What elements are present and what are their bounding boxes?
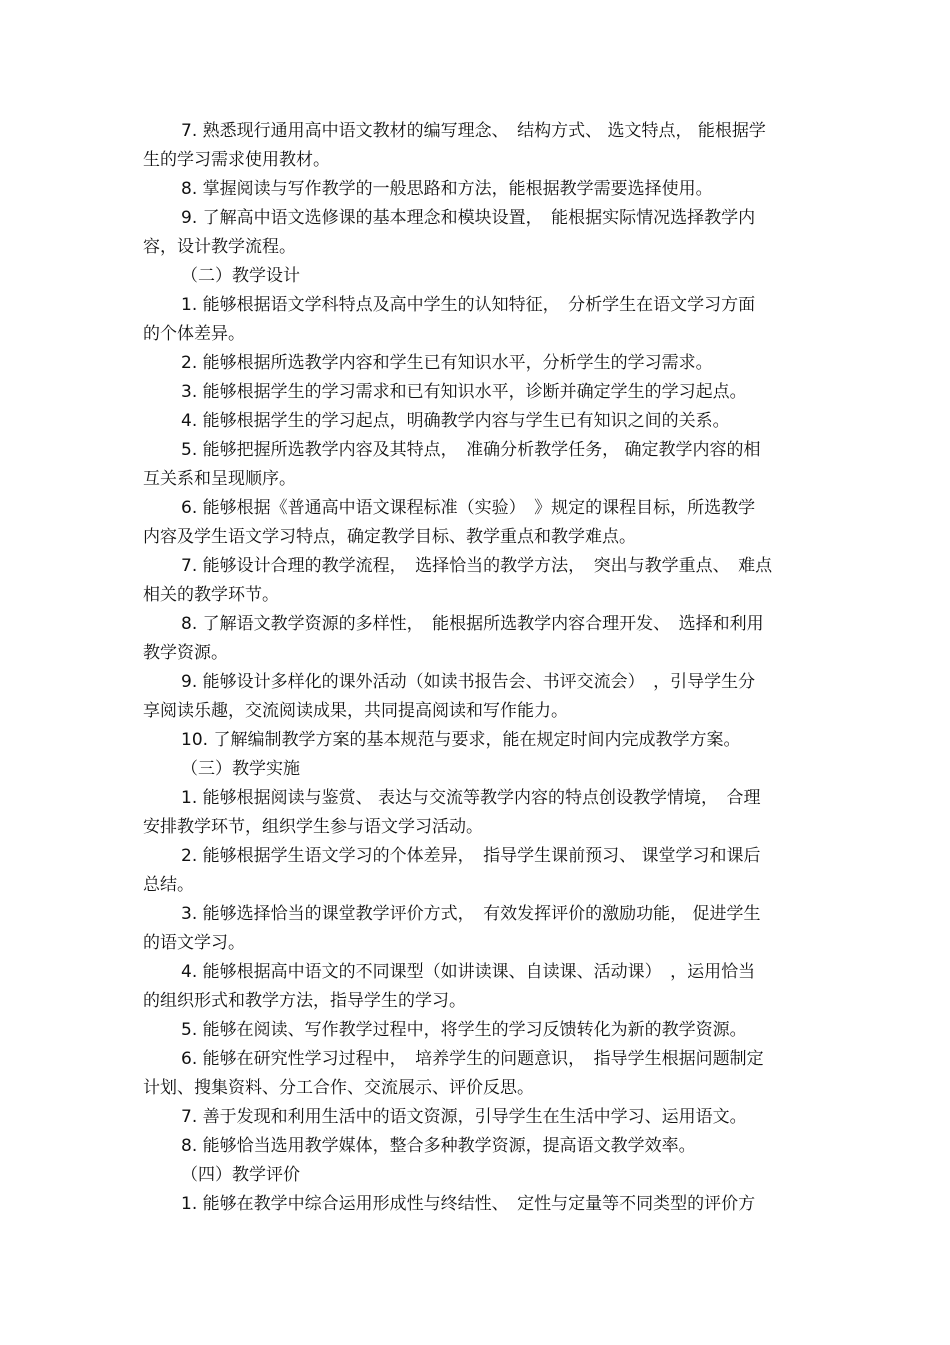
- text-line: 2. 能够根据所选教学内容和学生已有知识水平，分析学生的学习需求。: [181, 353, 713, 373]
- text-line: 9. 能够设计多样化的课外活动（如读书报告会、书评交流会） ，引导学生分: [181, 672, 756, 692]
- text-line: 互关系和呈现顺序。: [143, 469, 296, 489]
- text-line: 的组织形式和教学方法，指导学生的学习。: [143, 991, 466, 1011]
- text-line: 9. 了解高中语文选修课的基本理念和模块设置， 能根据实际情况选择教学内: [181, 208, 756, 228]
- text-line: 内容及学生语文学习特点，确定教学目标、教学重点和教学难点。: [143, 527, 636, 547]
- text-line: 的语文学习。: [143, 933, 245, 953]
- text-line: 10. 了解编制教学方案的基本规范与要求，能在规定时间内完成教学方案。: [181, 730, 741, 750]
- section-heading: （三）教学实施: [181, 759, 300, 779]
- text-line: 计划、搜集资料、分工合作、交流展示、评价反思。: [143, 1078, 534, 1098]
- text-line: 安排教学环节，组织学生参与语文学习活动。: [143, 817, 483, 837]
- text-line: 容，设计教学流程。: [143, 237, 296, 257]
- text-line: 3. 能够选择恰当的课堂教学评价方式， 有效发挥评价的激励功能， 促进学生: [181, 904, 761, 924]
- text-line: 2. 能够根据学生语文学习的个体差异， 指导学生课前预习、 课堂学习和课后: [181, 846, 761, 866]
- text-line: 6. 能够根据《普通高中语文课程标准（实验） 》规定的课程目标，所选教学: [181, 498, 756, 518]
- text-line: 4. 能够根据学生的学习起点，明确教学内容与学生已有知识之间的关系。: [181, 411, 730, 431]
- text-line: 3. 能够根据学生的学习需求和已有知识水平，诊断并确定学生的学习起点。: [181, 382, 747, 402]
- text-line: 5. 能够在阅读、写作教学过程中，将学生的学习反馈转化为新的教学资源。: [181, 1020, 747, 1040]
- document-body: [143, 117, 803, 1219]
- text-line: 4. 能够根据高中语文的不同课型（如讲读课、自读课、活动课） ，运用恰当: [181, 962, 756, 982]
- text-line: 7. 能够设计合理的教学流程， 选择恰当的教学方法， 突出与教学重点、 难点: [181, 556, 773, 576]
- text-line: 7. 熟悉现行通用高中语文教材的编写理念、 结构方式、 选文特点， 能根据学: [181, 121, 766, 141]
- text-line: 8. 掌握阅读与写作教学的一般思路和方法，能根据教学需要选择使用。: [181, 179, 713, 199]
- text-line: 教学资源。: [143, 643, 228, 663]
- text-line: 6. 能够在研究性学习过程中， 培养学生的问题意识， 指导学生根据问题制定: [181, 1049, 764, 1069]
- text-line: 1. 能够在教学中综合运用形成性与终结性、 定性与定量等不同类型的评价方: [181, 1194, 756, 1214]
- text-line: 1. 能够根据语文学科特点及高中学生的认知特征， 分析学生在语文学习方面: [181, 295, 756, 315]
- text-line: 1. 能够根据阅读与鉴赏、 表达与交流等教学内容的特点创设教学情境， 合理: [181, 788, 761, 808]
- text-line: 相关的教学环节。: [143, 585, 279, 605]
- text-line: 享阅读乐趣，交流阅读成果，共同提高阅读和写作能力。: [143, 701, 568, 721]
- text-line: 总结。: [143, 875, 194, 895]
- text-line: 8. 能够恰当选用教学媒体，整合多种教学资源，提高语文教学效率。: [181, 1136, 696, 1156]
- section-heading: （四）教学评价: [181, 1165, 300, 1185]
- text-line: 7. 善于发现和利用生活中的语文资源，引导学生在生活中学习、运用语文。: [181, 1107, 747, 1127]
- section-heading: （二）教学设计: [181, 266, 300, 286]
- text-line: 5. 能够把握所选教学内容及其特点， 准确分析教学任务， 确定教学内容的相: [181, 440, 761, 460]
- text-line: 生的学习需求使用教材。: [143, 150, 330, 170]
- text-line: 的个体差异。: [143, 324, 245, 344]
- text-line: 8. 了解语文教学资源的多样性， 能根据所选教学内容合理开发、 选择和利用: [181, 614, 764, 634]
